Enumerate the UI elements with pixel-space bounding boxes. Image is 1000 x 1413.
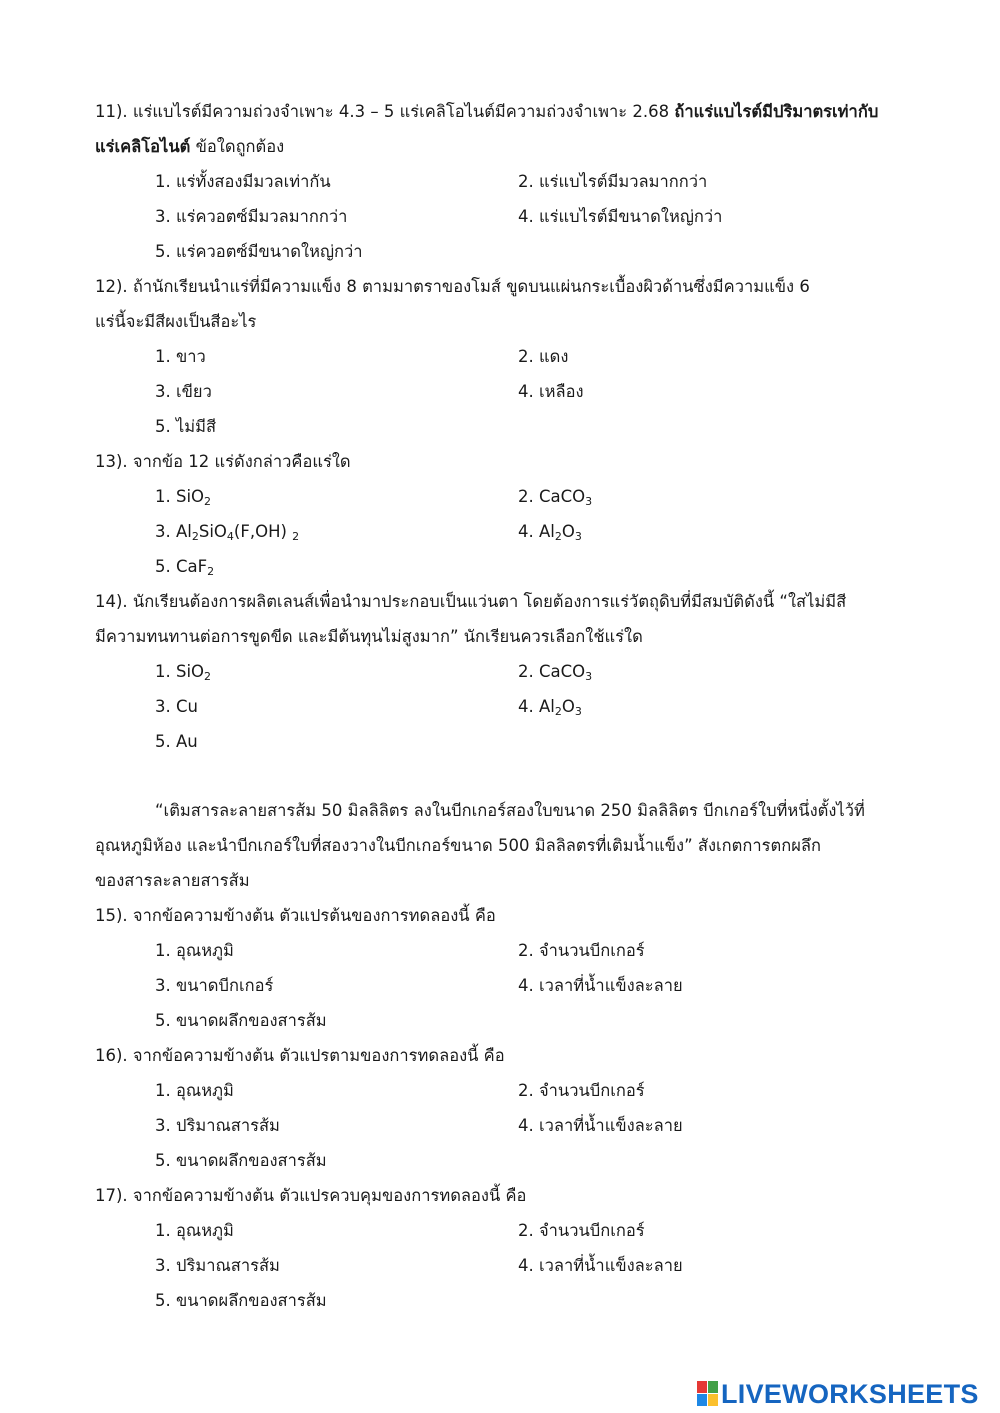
question-14-line-2: มีความทนทานต่อการขูดขีด และมีต้นทุนไม่สูงมาก” นักเรียนควรเลือกใช้แร่ใด	[95, 627, 643, 646]
q12-option-2[interactable]: 2. แดง	[518, 347, 569, 366]
q16-option-5[interactable]: 5. ขนาดผลึกของสารส้ม	[155, 1151, 327, 1170]
q16-option-1[interactable]: 1. อุณหภูมิ	[155, 1081, 234, 1100]
q17-option-2[interactable]: 2. จำนวนบีกเกอร์	[518, 1221, 645, 1240]
formula-subscript: 3	[585, 670, 593, 683]
formula-text: 4. Al	[518, 697, 555, 716]
q16-option-3[interactable]: 3. ปริมาณสารส้ม	[155, 1116, 280, 1135]
q11-option-4[interactable]: 4. แร่แบไรต์มีขนาดใหญ่กว่า	[518, 207, 723, 226]
q15-option-4[interactable]: 4. เวลาที่น้ำแข็งละลาย	[518, 976, 683, 995]
question-11-text: 11). แร่แบไรต์มีความถ่วงจำเพาะ 4.3 – 5 แร่เคลิโอไนต์มีความถ่วงจำเพาะ 2.68	[95, 102, 675, 121]
q15-option-1[interactable]: 1. อุณหภูมิ	[155, 941, 234, 960]
question-17-line-1: 17). จากข้อความข้างต้น ตัวแปรควบคุมของการทดลองนี้ คือ	[95, 1186, 527, 1205]
q15-option-3[interactable]: 3. ขนาดบีกเกอร์	[155, 976, 274, 995]
question-11-text-2: ข้อใดถูกต้อง	[190, 137, 285, 156]
q13-option-2[interactable]	[518, 485, 592, 509]
formula-text: (F,OH)	[233, 522, 293, 541]
formula-subscript: 2	[554, 530, 562, 543]
q13-option-3[interactable]	[155, 520, 299, 544]
formula-subscript: 3	[574, 705, 582, 718]
q17-option-1[interactable]: 1. อุณหภูมิ	[155, 1221, 234, 1240]
q13-option-4[interactable]	[518, 520, 582, 544]
passage-line-2: อุณหภูมิห้อง และนำบีกเกอร์ใบที่สองวางในบีกเกอร์ขนาด 500 มิลลิลตรที่เติมน้ำแข็ง” สังเกตการตกผลึก	[95, 836, 821, 855]
q17-option-3[interactable]: 3. ปริมาณสารส้ม	[155, 1256, 280, 1275]
q12-option-1[interactable]: 1. ขาว	[155, 347, 206, 366]
question-15-line-1: 15). จากข้อความข้างต้น ตัวแปรต้นของการทดลองนี้ คือ	[95, 906, 496, 925]
formula-subscript: 3	[574, 530, 582, 543]
formula-text: O	[561, 522, 575, 541]
q15-option-2[interactable]: 2. จำนวนบีกเกอร์	[518, 941, 645, 960]
q14-option-4[interactable]	[518, 695, 582, 719]
question-11-line-2	[95, 135, 284, 159]
question-11-emphasis-2: แร่เคลิโอไนต์	[95, 137, 191, 156]
q15-option-5[interactable]: 5. ขนาดผลึกของสารส้ม	[155, 1011, 327, 1030]
formula-subscript: 2	[204, 495, 212, 508]
question-14-line-1: 14). นักเรียนต้องการผลิตเลนส์เพื่อนำมาประกอบเป็นแว่นตา โดยต้องการแร่วัตถุดิบที่มีสมบัติดังนี้ “ใสไม่มีสี	[95, 592, 847, 611]
question-12-line-2: แร่นี้จะมีสีผงเป็นสีอะไร	[95, 312, 257, 331]
q13-option-5[interactable]	[155, 555, 214, 579]
formula-text: O	[561, 697, 575, 716]
formula-subscript: 2	[191, 530, 199, 543]
q16-option-4[interactable]: 4. เวลาที่น้ำแข็งละลาย	[518, 1116, 683, 1135]
formula-subscript: 2	[207, 565, 215, 578]
question-11-line-1	[95, 100, 878, 124]
passage-line-1: “เติมสารละลายสารส้ม 50 มิลลิลิตร ลงในบีกเกอร์สองใบขนาด 250 มิลลิลิตร บีกเกอร์ใบที่หนึ่งตั้งไว้ที่	[155, 801, 865, 820]
question-11-emphasis: ถ้าแร่แบไรต์มีปริมาตรเท่ากับ	[674, 102, 879, 121]
q14-option-2[interactable]	[518, 660, 592, 684]
formula-text: 4. Al	[518, 522, 555, 541]
formula-subscript: 3	[585, 495, 593, 508]
formula-subscript: 4	[226, 530, 234, 543]
liveworksheets-logo-icon	[697, 1381, 719, 1407]
formula-text: 1. SiO	[155, 487, 205, 506]
formula-text: SiO	[198, 522, 227, 541]
q14-option-5[interactable]: 5. Au	[155, 732, 198, 751]
formula-subscript: 2	[204, 670, 212, 683]
liveworksheets-logo-text: LIVEWORKSHEETS	[721, 1378, 979, 1409]
formula-text: 1. SiO	[155, 662, 205, 681]
q12-option-3[interactable]: 3. เขียว	[155, 382, 212, 401]
formula-text: 3. Al	[155, 522, 192, 541]
question-12-line-1: 12). ถ้านักเรียนนำแร่ที่มีความแข็ง 8 ตามมาตราของโมส์ ขูดบนแผ่นกระเบื้องผิวด้านซึ่งมีความแข็ง 6	[95, 277, 810, 296]
q11-option-2[interactable]: 2. แร่แบไรต์มีมวลมากกว่า	[518, 172, 708, 191]
q12-option-5[interactable]: 5. ไม่มีสี	[155, 417, 217, 436]
q17-option-5[interactable]: 5. ขนาดผลึกของสารส้ม	[155, 1291, 327, 1310]
passage-line-3: ของสารละลายสารส้ม	[95, 871, 250, 890]
q11-option-3[interactable]: 3. แร่ควอตซ์มีมวลมากกว่า	[155, 207, 348, 226]
formula-text: 2. CaCO	[518, 487, 586, 506]
formula-text: 5. CaF	[155, 557, 208, 576]
question-16-line-1: 16). จากข้อความข้างต้น ตัวแปรตามของการทดลองนี้ คือ	[95, 1046, 505, 1065]
formula-subscript: 2	[554, 705, 562, 718]
question-13-line-1: 13). จากข้อ 12 แร่ดังกล่าวคือแร่ใด	[95, 452, 351, 471]
formula-subscript: 2	[292, 530, 300, 543]
q13-option-1[interactable]	[155, 485, 211, 509]
liveworksheets-logo[interactable]	[697, 1378, 979, 1410]
q11-option-5[interactable]: 5. แร่ควอตซ์มีขนาดใหญ่กว่า	[155, 242, 363, 261]
q14-option-1[interactable]	[155, 660, 211, 684]
q17-option-4[interactable]: 4. เวลาที่น้ำแข็งละลาย	[518, 1256, 683, 1275]
q11-option-1[interactable]: 1. แร่ทั้งสองมีมวลเท่ากัน	[155, 172, 331, 191]
q14-option-3[interactable]: 3. Cu	[155, 697, 198, 716]
formula-text: 2. CaCO	[518, 662, 586, 681]
q16-option-2[interactable]: 2. จำนวนบีกเกอร์	[518, 1081, 645, 1100]
q12-option-4[interactable]: 4. เหลือง	[518, 382, 584, 401]
